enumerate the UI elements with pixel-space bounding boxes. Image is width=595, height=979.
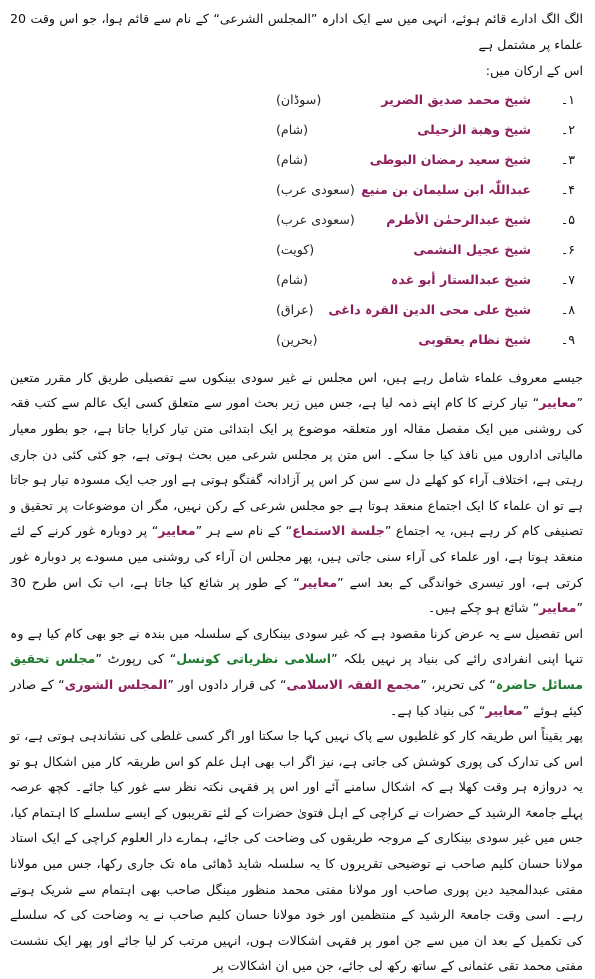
paragraph-basis [10, 621, 583, 723]
member-country: (عراق) [276, 301, 314, 317]
para1-text: “ شائع ہو چکے ہیں۔ [427, 600, 540, 616]
para1-text: “ تیار کرنے کا کام اپنے ذمہ لیا ہے، جس میں زیر بحث امور سے متعلق کسی ایک عالم سے کتب فقہ کی روشنی میں ایک مفصل مقالہ اور متعلقہ موضوع پر ایک ابتدائی متن تیار کرایا جاتا ہے، جو بطور معیار مالیاتی اداروں میں نافذ کیا جا سکے۔ اس متن پر مجلس شرعی میں بحث ہوتی ہے، جو کئی کئی دن جاری رہتی ہے، اختلاف آراء کو کھلے دل سے سن کر اس پر آزادانہ گفتگو ہوتی ہے اور جب ایک مسودہ تیار ہو جاتا ہے تو ان علماء کا ایک اجتماع منعقد ہوتا ہے جو مجلس شرعی کے رکن نہیں، مگر ان موضوعات پر تحقیق و تصنیفی کام کر رہے ہیں، یہ اجتماع ” [10, 395, 583, 539]
para1-text: “ کے نام سے ہر ” [195, 523, 293, 539]
para1-text: “ پر دوبارہ غور کرنے کے لئے منعقد ہوتا ہے، اور علماء کی آراء سنی جاتی ہیں، پھر مجلس ان آراء کی روشنی میں مسودے پر دوبارہ غور کرتی ہے، اور تیسری خواندگی کے بعد اسے ” [10, 523, 583, 590]
term-jalsat-al-istima: جلسة الاستماع [292, 523, 385, 539]
para2-text: “ کی رپورٹ ” [95, 651, 177, 667]
member-country: (شام) [276, 121, 309, 137]
member-country: (شام) [276, 151, 309, 167]
member-country: (کویت) [276, 241, 315, 257]
member-row [10, 328, 583, 356]
member-name: شیخ عبدالستار أبو غدہ [391, 271, 531, 287]
member-number: ۵۔ [560, 211, 575, 227]
member-number: ۲۔ [560, 121, 575, 137]
member-row [10, 178, 583, 206]
member-row [10, 148, 583, 176]
term-al-majlis-al-shura: المجلس الشوری [64, 676, 168, 692]
para1-text: “ کے طور پر شائع کیا جاتا ہے، اب تک اس طرح 30 ” [10, 574, 583, 616]
member-name: شیخ وھبة الزحیلی [417, 121, 531, 137]
member-country: (سوڈان) [276, 91, 322, 107]
term-majlis-tahqiq: مجلس تحقیق مسائل حاضرہ [10, 651, 583, 692]
term-maayir: معاییر [539, 600, 577, 616]
para1-text: جیسے معروف علماء شامل رہے ہیں، اس مجلس نے غیر سودی بینکوں سے تفصیلی طریق کار مقرر متعین ” [10, 369, 583, 411]
member-row [10, 118, 583, 146]
member-name: شیخ علی محی الدین القرہ داغی [328, 301, 531, 317]
term-maayir: معاییر [485, 702, 523, 718]
members-list [10, 86, 583, 361]
member-row [10, 208, 583, 236]
member-name: شیخ عجیل النشمی [413, 241, 531, 257]
member-name: شیخ سعید رمضان البوطی [369, 151, 531, 167]
member-name: شیخ محمد صدیق الضریر [381, 91, 531, 107]
member-name: عبداللّٰہ ابن سلیمان بن منیع [361, 181, 531, 197]
member-number: ۹۔ [560, 331, 575, 347]
member-name: شیخ نظام یعقوبی [418, 331, 531, 347]
paragraph-review: پھر یقیناً اس طریقہ کار کو غلطیوں سے پاک نہیں کہا جا سکتا اور اگر کسی غلطی کی نشاندہی ہوتی ہے، تو اس کی تدارک کی پوری کوشش کی جاتی ہے، نیز اگر اب بھی اہل علم کو اس طریقہ کار میں اشکال ہو تو یہ دروازہ ہر وقت کھلا ہے کہ اشکال سامنے آئے اور اس پر فقہی نکتہ نظر سے غور کیا جائے۔ کچھ عرصہ پہلے جامعۃ الرشید کے حضرات نے کراچی کے اہل فتویٰ حضرات کے لئے تقریبوں کے ایسے سلسلے کا اہتمام کیا، جس میں غیر سودی بینکاری کے مروجہ طریقوں کی وضاحت کی جائے، ہمارے دار العلوم کراچی کے ایک استاد مولانا حسان کلیم صاحب نے توضیحی تقریروں کا یہ سلسلہ شاید ڈھائی ماہ تک جاری رکھا، جس میں مولانا مفتی عبدالمجید دین پوری صاحب اور مولانا مفتی محمد منظور مینگل صاحب بھی اہتمام سے شریک ہوتے رہے۔ اسی وقت جامعۃ الرشید کے منتظمین اور خود مولانا حسان کلیم صاحب نے یہ وضاحت کی کہ سلسلے کی تکمیل کے بعد ان میں سے جن امور پر فقہی اشکالات ہوں، انہیں مرتب کر لیا جائے اور پھر ایک نشست مفتی محمد تقی عثمانی کے ساتھ رکھ لی جائے، جن میں ان اشکالات پر [10, 728, 583, 974]
para2-text: “ کی قرار دادوں اور ” [167, 676, 287, 692]
intro-line-2: اس کے ارکان میں: [485, 63, 583, 79]
para2-text: “ کی بنیاد کیا ہے۔ [390, 702, 486, 718]
term-islamic-ideology-council: اسلامی نظریاتی کونسل [176, 651, 332, 667]
member-name: شیخ عبدالرحمٰن الأطرم [386, 211, 531, 227]
member-number: ۴۔ [560, 181, 575, 197]
member-country: (شام) [276, 271, 309, 287]
paragraph-majlis-process [10, 365, 583, 621]
intro-line-1: الگ الگ ادارے قائم ہوئے، انہی میں سے ایک ادارہ ”المجلس الشرعی“ کے نام سے قائم ہوا، جو اس وقت 20 علماء پر مشتمل ہے [10, 11, 583, 52]
member-row [10, 268, 583, 296]
term-majma-al-fiqh: مجمع الفقہ الاسلامی [286, 676, 421, 692]
para2-text: “ کی تحریر، ” [420, 676, 496, 692]
para2-text: اس تفصیل سے یہ عرض کرنا مقصود ہے کہ غیر سودی بینکاری کے سلسلہ میں بندہ نے جو بھی کام کیا ہے وہ تنہا اپنی انفرادی رائے کی بنیاد پر نہیں بلکہ ” [10, 625, 583, 667]
member-number: ۱۔ [560, 91, 575, 107]
member-number: ۳۔ [560, 151, 575, 167]
term-maayir: معاییر [299, 574, 338, 590]
member-row [10, 238, 583, 266]
para2-text: “ کے صادر کیئے ہوئے ” [10, 676, 583, 718]
member-country: (سعودی عرب) [276, 181, 355, 197]
member-number: ۷۔ [560, 271, 575, 287]
member-row [10, 298, 583, 326]
member-row [10, 88, 583, 116]
member-country: (سعودی عرب) [276, 211, 355, 227]
member-number: ۶۔ [560, 241, 575, 257]
member-country: (بحرین) [276, 331, 318, 347]
term-maayir: معاییر [539, 395, 577, 411]
member-number: ۸۔ [560, 301, 575, 317]
term-maayir: معاییر [158, 523, 196, 539]
